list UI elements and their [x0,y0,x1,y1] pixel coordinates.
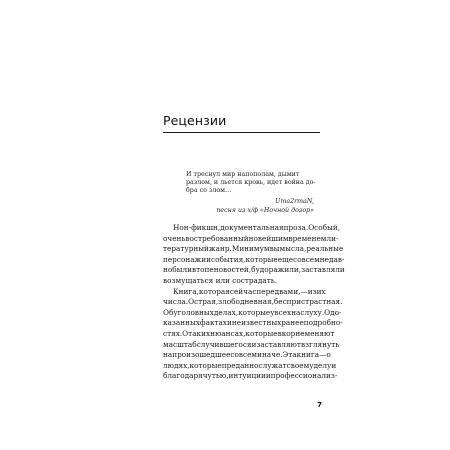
word: сейчас [229,286,257,296]
text-line [163,233,339,245]
word: в [191,265,197,275]
word: которая [198,286,230,296]
text-line [163,307,342,319]
word: нюансах, [210,328,246,338]
word: на [291,307,301,317]
word: реальные [306,244,344,254]
epigraph-line: бра со злом… [186,187,232,194]
heading-rule [163,132,320,133]
word: совсем [230,350,258,360]
word: Об [163,307,174,317]
word: их [316,286,326,296]
word: недав- [319,254,345,264]
word: чутью, [202,371,229,381]
word: фактах [199,318,228,328]
word: которые [238,307,271,317]
text-line [163,339,340,351]
word: делах, [213,307,239,317]
text-line [163,371,338,382]
word: книга [296,350,320,360]
page-number: 7 [317,401,322,409]
paragraph-2 [163,286,343,382]
word: вымысла, [269,244,307,254]
word: слуху. [300,307,325,317]
word: благодаря [163,371,203,381]
word: казанных [163,318,200,328]
word: беспристрастная. [273,297,343,307]
word: еще [277,254,294,264]
word: перед [256,286,280,296]
text-line [163,350,331,361]
word: будоражили, [251,265,302,275]
word: таких [188,328,211,338]
word: которые [245,328,278,338]
word: и [331,360,337,370]
text-line [163,360,337,372]
epigraph-line: И треснул мир напополам, дымит [186,171,300,178]
word: и [227,318,232,328]
word: людях, [163,360,190,370]
word: и [206,254,211,264]
word: о [326,350,331,360]
text-line [163,265,345,276]
word: корне [281,328,305,338]
word: преданно [221,360,259,370]
word: топе [196,265,214,275]
word: ранее [281,318,304,328]
word: иначе. [257,350,283,360]
word: служат [258,360,287,370]
text-line [163,297,343,308]
word: произошедшее [172,350,231,360]
word: документальная [220,223,284,232]
word: персонажи [163,254,207,264]
word: до- [330,307,342,317]
word: совсем [293,254,320,264]
word: которые [245,254,278,264]
word: делу [313,360,332,370]
word: события, [211,254,246,264]
word: Книга, [173,286,199,296]
epigraph [186,171,315,195]
word: но [163,265,173,275]
word: заставляли [301,265,345,275]
word: взглянуть [300,339,340,349]
word: подробно- [303,318,343,328]
word: случившегося [196,339,252,349]
word: масштаб [163,339,197,349]
word: Минимум [231,244,270,254]
word: — [300,286,308,296]
text-line [163,328,335,340]
word: Острая, [188,297,219,307]
epigraph-author: Uma2rmaN, [275,198,314,205]
word: профессионализ- [270,371,338,381]
epigraph-line: разлом, и льется кровь, идет война до- [186,179,316,186]
word: новейшим [248,233,289,243]
word: числа. [163,297,189,307]
word: временем [288,233,327,243]
text-line [163,254,345,266]
word: — [319,350,327,360]
word: неизвестных [231,318,282,328]
word: Нон-фикшн, [173,223,221,232]
word: стях. [163,328,183,338]
word: которые [189,360,222,370]
word: уголовных [173,307,214,317]
word: своему [286,360,314,370]
word: были [172,265,192,275]
word: интуиции [228,371,266,381]
word: в [277,328,282,338]
section-heading: Рецензии [163,113,227,128]
word: О [324,307,331,317]
word: востребованный [185,233,249,243]
word: вами, [279,286,301,296]
body-text [163,223,345,382]
word: и [265,371,271,381]
text-line: возмущаться или сострадать. [163,275,278,285]
word: жанр. [208,244,232,254]
word: всех [274,307,292,317]
epigraph-attribution [186,197,314,215]
word: новостей, [213,265,252,275]
word: Особый, [308,223,341,232]
paragraph-1 [163,223,345,287]
word: ли- [326,233,339,243]
text-line [163,223,341,234]
word: Эта [282,350,297,360]
word: проза. [283,223,309,232]
epigraph-source: песня из х/ф «Ночной дозор» [216,207,314,214]
word: меняют [304,328,335,338]
text-line [163,286,326,298]
text-line [163,244,344,255]
word: на [163,350,173,360]
word: очень [163,233,186,243]
word: у [270,307,275,317]
word: из [307,286,317,296]
word: и [251,339,257,349]
word: заставляют [256,339,301,349]
word: О [182,328,189,338]
word: злободневная, [218,297,274,307]
word: тературный [163,244,209,254]
text-line [163,318,343,329]
